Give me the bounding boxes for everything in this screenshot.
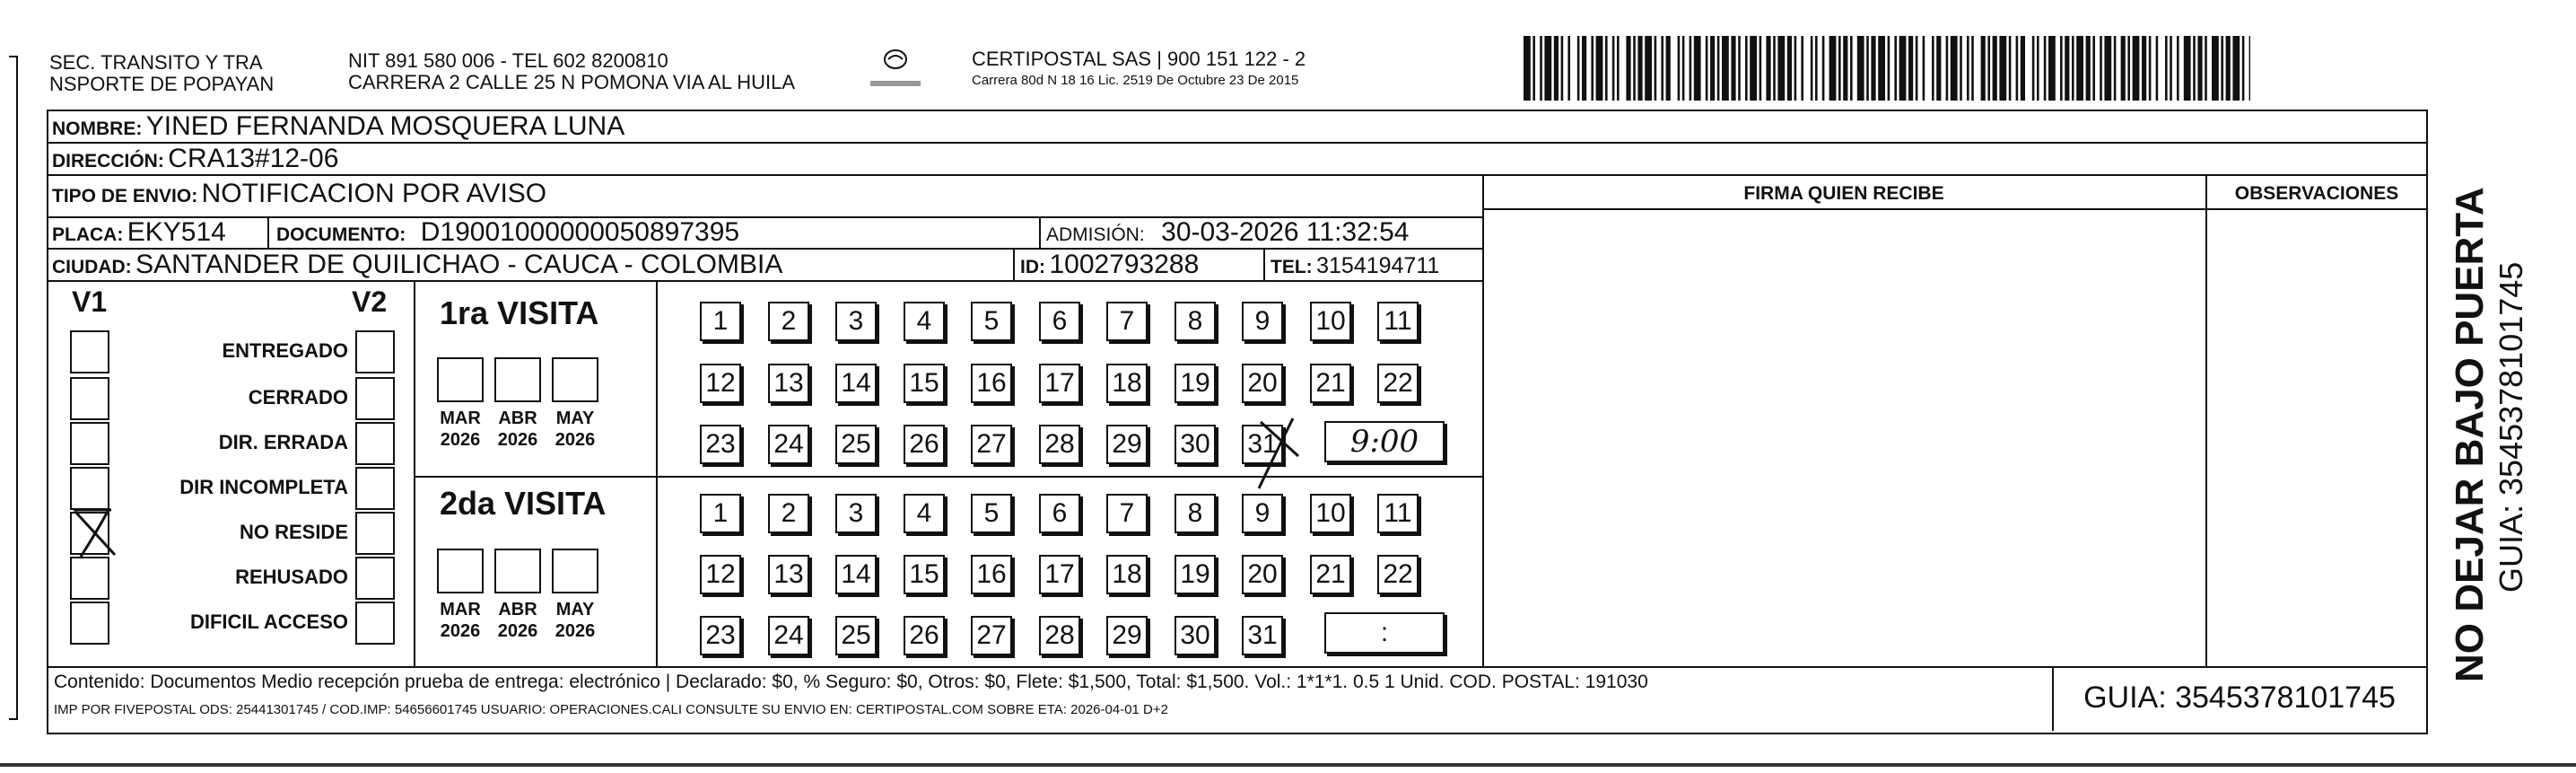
first-visit-day-29[interactable]: 29 <box>1106 425 1148 464</box>
placa-value: EKY514 <box>127 217 226 247</box>
second-visit-day-1[interactable]: 1 <box>700 494 741 533</box>
second-visit-day-5[interactable]: 5 <box>971 494 1012 533</box>
v2-checkbox-no-reside[interactable] <box>355 512 395 555</box>
second-visit-day-18[interactable]: 18 <box>1106 555 1148 594</box>
barcode-bar <box>1794 36 1797 101</box>
barcode-bar <box>1787 36 1792 101</box>
first-visit-day-16[interactable]: 16 <box>971 364 1012 403</box>
nombre-label: NOMBRE: <box>52 119 143 139</box>
first-visit-day-30[interactable]: 30 <box>1174 425 1216 464</box>
second-visit-day-26[interactable]: 26 <box>904 616 945 655</box>
first-visit-month-box-may[interactable] <box>552 357 598 402</box>
admision-cell <box>1046 217 1409 248</box>
barcode-bar <box>1987 36 1990 101</box>
tipo-row <box>52 179 546 209</box>
status-label-rehusado: REHUSADO <box>235 566 348 588</box>
barcode-bar <box>1801 36 1803 101</box>
sender-line-1: SEC. TRANSITO Y TRA <box>49 51 263 74</box>
month-name: MAR <box>440 600 481 619</box>
barcode-bar <box>1993 36 1997 101</box>
nombre-row <box>52 111 624 142</box>
second-visit-day-25[interactable]: 25 <box>835 616 877 655</box>
second-visit-day-22[interactable]: 22 <box>1377 555 1419 594</box>
tel-value: 3154194711 <box>1316 253 1440 278</box>
second-visit-day-9[interactable]: 9 <box>1242 494 1283 533</box>
barcode-bar <box>1822 36 1825 101</box>
second-visit-day-8[interactable]: 8 <box>1174 494 1216 533</box>
v2-checkbox-dificil-acceso[interactable] <box>355 602 395 645</box>
barcode-bar <box>1666 36 1671 101</box>
barcode-bar <box>1626 36 1630 101</box>
month-year: 2026 <box>497 621 538 641</box>
firma-header: FIRMA QUIEN RECIBE <box>1743 183 1944 204</box>
side-guia: GUIA: 3545378101745 <box>2493 261 2529 593</box>
barcode-bar <box>2121 36 2126 101</box>
first-visit-day-4[interactable]: 4 <box>904 302 945 341</box>
v1-checkbox-rehusado[interactable] <box>70 557 109 600</box>
barcode-bar <box>1717 36 1720 101</box>
v2-checkbox-entregado[interactable] <box>355 330 395 373</box>
footer-guia: GUIA: 3545378101745 <box>2083 681 2396 715</box>
barcode-bar <box>1577 36 1580 101</box>
col-line <box>1482 174 1484 667</box>
company-line-1: CERTIPOSTAL SAS | 900 151 122 - 2 <box>972 48 1306 70</box>
barcode-bar <box>2177 36 2179 101</box>
barcode-bar <box>1773 36 1776 101</box>
barcode-bar <box>2221 36 2223 101</box>
barcode-bar <box>1908 36 1913 101</box>
barcode-bar <box>2065 36 2069 101</box>
id-cell <box>1020 250 1199 280</box>
first-visit-time: 9:00 <box>1349 424 1419 460</box>
barcode-bar <box>2156 36 2159 101</box>
first-visit-day-13[interactable]: 13 <box>768 364 809 403</box>
v2-checkbox-rehusado[interactable] <box>355 557 395 600</box>
barcode-bar <box>1967 36 1969 101</box>
row-line <box>47 142 2426 144</box>
barcode-bar <box>1899 36 1907 101</box>
barcode-bar <box>1567 36 1570 101</box>
barcode-bar <box>1682 36 1685 101</box>
sender-address: CARRERA 2 CALLE 25 N POMONA VIA AL HUILA <box>348 71 796 93</box>
second-visit-day-7[interactable]: 7 <box>1106 494 1148 533</box>
barcode-bar <box>2021 36 2025 101</box>
barcode-bar <box>1544 36 1551 101</box>
second-visit-month-label-mar <box>433 599 487 642</box>
second-visit-day-19[interactable]: 19 <box>1174 555 1216 594</box>
barcode-bar <box>1960 36 1962 101</box>
first-visit-month-box-abr[interactable] <box>494 357 541 402</box>
barcode-bar <box>2100 36 2102 101</box>
barcode-bar <box>2184 36 2191 101</box>
barcode-bar <box>1722 36 1729 101</box>
barcode-bar <box>1605 36 1608 101</box>
barcode-bar <box>1838 36 1841 101</box>
barcode-bar <box>2242 36 2245 101</box>
header-underline <box>1482 208 2426 210</box>
barcode-bar <box>1738 36 1741 101</box>
left-margin-tick-top <box>9 56 18 57</box>
barcode-bar <box>1678 36 1681 101</box>
first-visit-day-26[interactable]: 26 <box>904 425 945 464</box>
documento-cell <box>276 217 739 248</box>
second-visit-day-27[interactable]: 27 <box>971 616 1012 655</box>
month-name: ABR <box>498 408 537 428</box>
first-visit-day-15[interactable]: 15 <box>904 364 945 403</box>
barcode-bar <box>1760 36 1762 101</box>
barcode-bar <box>1951 36 1958 101</box>
second-visit-day-28[interactable]: 28 <box>1039 616 1080 655</box>
barcode-bar <box>1871 36 1875 101</box>
col-line <box>656 280 658 667</box>
handwritten-strike-mark <box>1252 411 1305 492</box>
second-visit-day-20[interactable]: 20 <box>1242 555 1283 594</box>
barcode-bar <box>1916 36 1918 101</box>
month-year: 2026 <box>554 621 596 641</box>
barcode-bar <box>2212 36 2219 101</box>
firma-area[interactable] <box>1486 212 2204 664</box>
row-line <box>47 280 1482 282</box>
first-visit-month-box-mar[interactable] <box>437 357 484 402</box>
documento-value: D19001000000050897395 <box>420 217 740 247</box>
status-label-entregado: ENTREGADO <box>222 339 348 362</box>
first-visit-day-1[interactable]: 1 <box>700 302 741 341</box>
second-visit-day-4[interactable]: 4 <box>904 494 945 533</box>
second-visit-day-14[interactable]: 14 <box>835 555 877 594</box>
second-visit-label: 2da VISITA <box>440 485 607 522</box>
ciudad-cell <box>52 250 782 280</box>
second-visit-day-10[interactable]: 10 <box>1310 494 1351 533</box>
first-visit-day-27[interactable]: 27 <box>971 425 1012 464</box>
barcode-bar <box>2170 36 2172 101</box>
second-visit-month-box-mar[interactable] <box>437 549 484 593</box>
barcode-bar <box>2165 36 2168 101</box>
barcode-bar <box>2037 36 2039 101</box>
second-visit-day-13[interactable]: 13 <box>768 555 809 594</box>
second-visit-month-label-may <box>548 599 602 642</box>
observaciones-header: OBSERVACIONES <box>2234 183 2399 204</box>
barcode-bar <box>2032 36 2035 101</box>
barcode-bar <box>1866 36 1869 101</box>
second-visit-day-24[interactable]: 24 <box>768 616 809 655</box>
barcode-bar <box>1706 36 1708 101</box>
v1-checkbox-dir-incompleta[interactable] <box>70 467 109 510</box>
barcode-bar <box>2009 36 2012 101</box>
v2-checkbox-dir-incompleta[interactable] <box>355 467 395 510</box>
barcode-bar <box>1932 36 1934 101</box>
ciudad-value: SANTANDER DE QUILICHAO - CAUCA - COLOMBIA <box>135 250 783 279</box>
second-visit-month-box-may[interactable] <box>552 549 598 593</box>
id-label: ID: <box>1020 257 1045 277</box>
sender-name <box>49 52 274 95</box>
barcode-bar <box>2104 36 2111 101</box>
barcode-bar <box>2076 36 2083 101</box>
section-line <box>414 476 1482 478</box>
barcode-bar <box>1843 36 1847 101</box>
barcode-bar <box>1612 36 1615 101</box>
first-visit-day-10[interactable]: 10 <box>1310 302 1351 341</box>
direccion-label: DIRECCIÓN: <box>52 151 164 171</box>
first-visit-day-12[interactable]: 12 <box>700 364 741 403</box>
barcode-bar <box>1617 36 1620 101</box>
barcode-bar <box>1766 36 1770 101</box>
handwritten-x-mark <box>70 505 120 560</box>
row-line <box>47 666 2426 668</box>
placa-cell <box>52 217 226 248</box>
placa-label: PLACA: <box>52 224 124 245</box>
barcode-bar <box>1633 36 1636 101</box>
month-name: MAR <box>440 408 481 428</box>
status-label-dificil-acceso: DIFICIL ACCESO <box>189 610 348 633</box>
barcode-bar <box>2133 36 2140 101</box>
barcode-bar <box>2149 36 2152 101</box>
first-visit-month-label-mar <box>433 408 487 451</box>
barcode-bar <box>1533 36 1535 101</box>
barcode-bar <box>1645 36 1652 101</box>
second-visit-day-2[interactable]: 2 <box>768 494 809 533</box>
second-visit-day-15[interactable]: 15 <box>904 555 945 594</box>
v1-checkbox-dir-errada[interactable] <box>70 422 109 465</box>
barcode-bar <box>1694 36 1701 101</box>
barcode-bar <box>1999 36 2006 101</box>
status-label-dir-incompleta: DIR INCOMPLETA <box>179 476 348 498</box>
barcode-bar <box>2226 36 2231 101</box>
v1-header: V1 <box>72 285 108 318</box>
barcode-bar <box>2072 36 2074 101</box>
id-value: 1002793288 <box>1049 250 1200 279</box>
second-visit-day-30[interactable]: 30 <box>1174 616 1216 655</box>
col-line <box>2205 174 2207 667</box>
first-visit-day-9[interactable]: 9 <box>1242 302 1283 341</box>
second-visit-day-12[interactable]: 12 <box>700 555 741 594</box>
barcode-bar <box>1554 36 1559 101</box>
first-visit-time-box[interactable] <box>1324 421 1445 462</box>
second-visit-day-16[interactable]: 16 <box>971 555 1012 594</box>
first-visit-day-22[interactable]: 22 <box>1377 364 1419 403</box>
tipo-value: NOTIFICACION POR AVISO <box>201 179 547 208</box>
barcode-bar <box>2249 36 2250 101</box>
barcode-bar <box>2197 36 2202 101</box>
direccion-value: CRA13#12-06 <box>168 144 339 173</box>
barcode-bar <box>2060 36 2063 101</box>
barcode-bar <box>1923 36 1925 101</box>
barcode-bar <box>2016 36 2019 101</box>
second-visit-day-23[interactable]: 23 <box>700 616 741 655</box>
barcode-bar <box>1894 36 1897 101</box>
barcode-bar <box>1661 36 1663 101</box>
barcode-bar <box>1857 36 1864 101</box>
row-line <box>47 174 2426 176</box>
v1-checkbox-cerrado[interactable] <box>70 377 109 420</box>
sender-nit: NIT 891 580 006 - TEL 602 8200810 <box>348 49 668 72</box>
admision-label: ADMISIÓN: <box>1046 224 1145 245</box>
month-year: 2026 <box>440 430 481 450</box>
second-visit-day-29[interactable]: 29 <box>1106 616 1148 655</box>
second-visit-day-6[interactable]: 6 <box>1039 494 1080 533</box>
barcode-bar <box>1582 36 1586 101</box>
barcode-bar <box>1981 36 1986 101</box>
barcode-bar <box>1750 36 1757 101</box>
first-visit-day-5[interactable]: 5 <box>971 302 1012 341</box>
first-visit-day-6[interactable]: 6 <box>1039 302 1080 341</box>
month-year: 2026 <box>554 430 596 450</box>
second-visit-time: : <box>1380 618 1389 647</box>
barcode-bar <box>1690 36 1692 101</box>
col-line <box>267 216 269 248</box>
first-visit-month-label-abr <box>491 408 545 451</box>
tipo-label: TIPO DE ENVIO: <box>52 186 198 206</box>
barcode-bar <box>2086 36 2091 101</box>
barcode-bar <box>1561 36 1564 101</box>
second-visit-day-31[interactable]: 31 <box>1242 616 1283 655</box>
second-visit-day-17[interactable]: 17 <box>1039 555 1080 594</box>
barcode-bar <box>1710 36 1715 101</box>
status-label-no-reside: NO RESIDE <box>239 521 348 543</box>
barcode-bar <box>2048 36 2056 101</box>
second-visit-month-box-abr[interactable] <box>494 549 541 593</box>
first-visit-day-14[interactable]: 14 <box>835 364 877 403</box>
col-line <box>414 280 415 667</box>
first-visit-day-2[interactable]: 2 <box>768 302 809 341</box>
first-visit-day-25[interactable]: 25 <box>835 425 877 464</box>
left-margin-tick-bottom <box>9 718 18 720</box>
month-year: 2026 <box>497 430 538 450</box>
month-name: MAY <box>555 600 595 619</box>
first-visit-month-label-may <box>548 408 602 451</box>
status-label-dir-errada: DIR. ERRADA <box>218 431 348 453</box>
barcode-bar <box>1815 36 1818 101</box>
barcode-bar <box>2114 36 2117 101</box>
first-visit-day-8[interactable]: 8 <box>1174 302 1216 341</box>
barcode-bar <box>2092 36 2095 101</box>
barcode-bar <box>1878 36 1885 101</box>
v1-checkbox-dificil-acceso[interactable] <box>70 602 109 645</box>
sender-contact <box>348 50 795 93</box>
barcode-bar <box>1936 36 1941 101</box>
barcode-bar <box>2205 36 2207 101</box>
company-info <box>972 48 1305 92</box>
first-visit-day-18[interactable]: 18 <box>1106 364 1148 403</box>
tel-cell <box>1271 253 1439 279</box>
col-line <box>1013 248 1015 280</box>
barcode-bar <box>1591 36 1594 101</box>
second-visit-day-11[interactable]: 11 <box>1377 494 1419 533</box>
barcode-bar <box>1637 36 1642 101</box>
admision-value: 30-03-2026 11:32:54 <box>1161 217 1410 247</box>
side-warning: NO DEJAR BAJO PUERTA <box>2448 187 2492 682</box>
direccion-row <box>52 144 338 174</box>
barcode-bar <box>2044 36 2047 101</box>
first-visit-day-23[interactable]: 23 <box>700 425 741 464</box>
second-visit-day-21[interactable]: 21 <box>1310 555 1351 594</box>
bottom-cut-line <box>0 763 2576 767</box>
first-visit-label: 1ra VISITA <box>440 294 599 331</box>
barcode-bar <box>1596 36 1603 101</box>
v2-checkbox-dir-errada[interactable] <box>355 422 395 465</box>
barcode-bar <box>2142 36 2146 101</box>
barcode-bar <box>1971 36 1974 101</box>
first-visit-day-7[interactable]: 7 <box>1106 302 1148 341</box>
barcode-bar <box>2127 36 2130 101</box>
ciudad-label: CIUDAD: <box>52 257 132 277</box>
status-label-cerrado: CERRADO <box>248 386 348 408</box>
first-visit-day-19[interactable]: 19 <box>1174 364 1216 403</box>
sender-line-2: NSPORTE DE POPAYAN <box>49 73 275 95</box>
month-year: 2026 <box>440 621 481 641</box>
col-line <box>1263 248 1265 280</box>
second-visit-day-3[interactable]: 3 <box>835 494 877 533</box>
barcode-bar <box>1811 36 1813 101</box>
barcode-bar <box>1829 36 1837 101</box>
tel-label: TEL: <box>1271 257 1313 277</box>
nombre-value: YINED FERNANDA MOSQUERA LUNA <box>145 111 625 141</box>
first-visit-day-31[interactable]: 31 <box>1242 425 1283 464</box>
barcode-bar <box>1731 36 1735 101</box>
barcode-bar <box>1524 36 1531 101</box>
first-visit-day-3[interactable]: 3 <box>835 302 877 341</box>
col-line <box>1039 216 1041 248</box>
left-margin-line <box>16 56 18 720</box>
company-line-2: Carrera 80d N 18 16 Lic. 2519 De Octubre 23 De 2015 <box>972 73 1299 88</box>
certipostal-logo-icon <box>863 45 928 95</box>
barcode-bar <box>1540 36 1542 101</box>
barcode-bar <box>1745 36 1748 101</box>
second-visit-month-label-abr <box>491 599 545 642</box>
first-visit-day-17[interactable]: 17 <box>1039 364 1080 403</box>
month-name: ABR <box>498 600 537 619</box>
footer-imp: IMP POR FIVEPOSTAL ODS: 25441301745 / COD.IMP: 54656601745 USUARIO: OPERACIONES.CALI CONSULTE SU ENVIO EN: CERTIPOSTAL.COM SOBRE ETA: 2026-04-01 D+2 <box>54 702 1168 717</box>
first-visit-day-11[interactable]: 11 <box>1377 302 1419 341</box>
month-name: MAY <box>555 408 595 428</box>
footer-contents: Contenido: Documentos Medio recepción prueba de entrega: electrónico | Declarado: $0, % Seguro: $0, Otros: $0, Flete: $1,500, Total: $1,500. Vol.: 1*1*1. 0.5 1 Unid. COD. POSTAL: 191030 <box>54 672 1648 692</box>
first-visit-day-21[interactable]: 21 <box>1310 364 1351 403</box>
documento-label: DOCUMENTO: <box>276 224 406 245</box>
first-visit-day-28[interactable]: 28 <box>1039 425 1080 464</box>
v1-checkbox-entregado[interactable] <box>70 330 109 373</box>
barcode-bar <box>1777 36 1785 101</box>
barcode <box>1524 36 2250 101</box>
v2-checkbox-cerrado[interactable] <box>355 377 395 420</box>
first-visit-day-24[interactable]: 24 <box>768 425 809 464</box>
second-visit-time-box[interactable] <box>1324 612 1445 654</box>
barcode-bar <box>1850 36 1853 101</box>
v2-header: V2 <box>352 285 388 318</box>
barcode-bar <box>1946 36 1949 101</box>
first-visit-day-20[interactable]: 20 <box>1242 364 1283 403</box>
barcode-bar <box>1655 36 1657 101</box>
barcode-bar <box>2193 36 2196 101</box>
observaciones-area[interactable] <box>2209 212 2424 664</box>
barcode-bar <box>1888 36 1891 101</box>
barcode-bar <box>2232 36 2240 101</box>
